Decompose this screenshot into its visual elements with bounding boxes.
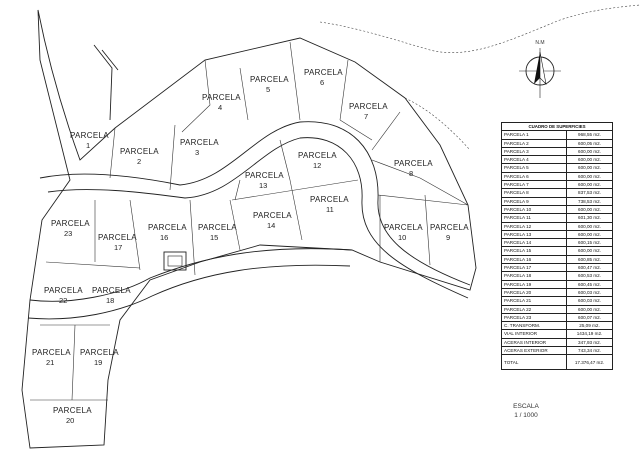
- surface-table-row: [502, 313, 613, 321]
- parcel-20-label: PARCELA: [53, 406, 92, 415]
- parcel-12-label: PARCELA: [298, 151, 337, 160]
- scale-value: 1 / 1000: [514, 412, 538, 419]
- surface-row-area: 600,05 m2.: [567, 139, 613, 147]
- surface-table-row: [502, 214, 613, 222]
- parcel-16-label: PARCELA: [148, 223, 187, 232]
- surface-table-row: [502, 280, 613, 288]
- total-area: 17.376,47 m2.: [567, 355, 613, 370]
- parcel-23-number: 23: [64, 229, 73, 238]
- surface-row-name: PARCELA 6: [502, 172, 567, 180]
- parcel-14-number: 14: [267, 221, 276, 230]
- surface-table-row: [502, 197, 613, 205]
- parcel-19-number: 19: [94, 358, 103, 367]
- surface-row-area: 600,07 m2.: [567, 313, 613, 321]
- surface-row-area: 600,03 m2.: [567, 288, 613, 296]
- parcel-17-number: 17: [114, 243, 123, 252]
- surface-table-title: CUADRO DE SUPERFICIES: [502, 123, 613, 131]
- parcel-15-number: 15: [210, 233, 219, 242]
- surface-row-name: PARCELA 7: [502, 181, 567, 189]
- surface-row-name: ACERAS INTERIOR: [502, 338, 567, 346]
- terrain-contour: [320, 5, 640, 53]
- surface-row-name: PARCELA 21: [502, 297, 567, 305]
- surface-table-row: [502, 172, 613, 180]
- surface-row-name: PARCELA 9: [502, 197, 567, 205]
- parcel-10-number: 10: [398, 233, 407, 242]
- surface-row-area: 600,00 m2.: [567, 156, 613, 164]
- surface-row-area: 600,85 m2.: [567, 255, 613, 263]
- parcel-8-number: 8: [409, 169, 414, 178]
- surface-table-row: [502, 131, 613, 139]
- surface-table-row: [502, 247, 613, 255]
- parcel-23-label: PARCELA: [51, 219, 90, 228]
- scale-block: [506, 402, 546, 420]
- surface-row-name: PARCELA 8: [502, 189, 567, 197]
- parcel-4-label: PARCELA: [202, 93, 241, 102]
- parcel-1-number: 1: [86, 141, 91, 150]
- surface-row-area: 743,34 m2.: [567, 347, 613, 355]
- access-path: [94, 45, 118, 120]
- parcel-20-number: 20: [66, 416, 75, 425]
- parcel-9-number: 9: [446, 233, 451, 242]
- parcel-7-label: PARCELA: [349, 102, 388, 111]
- parcel-4-number: 4: [218, 103, 223, 112]
- surface-row-area: 347,93 m2.: [567, 338, 613, 346]
- surface-row-name: PARCELA 22: [502, 305, 567, 313]
- parcel-13-number: 13: [259, 181, 268, 190]
- surface-row-area: 600,00 m2.: [567, 164, 613, 172]
- surface-row-area: 968,55 m2.: [567, 131, 613, 139]
- surface-table-row: [502, 288, 613, 296]
- parcel-12-number: 12: [313, 161, 322, 170]
- north-arrow-icon: [517, 40, 563, 102]
- parcel-5-number: 5: [266, 85, 271, 94]
- surface-row-area: 837,53 m2.: [567, 189, 613, 197]
- parcel-6-label: PARCELA: [304, 68, 343, 77]
- surface-table-row: [502, 264, 613, 272]
- surface-table-row: [502, 338, 613, 346]
- surface-row-name: PARCELA 17: [502, 264, 567, 272]
- surface-row-name: PARCELA 19: [502, 280, 567, 288]
- parcel-2-label: PARCELA: [120, 147, 159, 156]
- surface-row-name: PARCELA 5: [502, 164, 567, 172]
- total-label: TOTAL: [502, 355, 567, 370]
- surface-row-name: PARCELA 18: [502, 272, 567, 280]
- surface-row-area: 600,00 m2.: [567, 147, 613, 155]
- surface-row-area: 600,53 m2.: [567, 272, 613, 280]
- surface-row-area: 600,00 m2.: [567, 172, 613, 180]
- surface-row-area: 600,00 m2.: [567, 222, 613, 230]
- parcel-11-number: 11: [326, 205, 334, 214]
- surface-row-name: PARCELA 12: [502, 222, 567, 230]
- surface-row-name: PARCELA 23: [502, 313, 567, 321]
- parcel-13-label: PARCELA: [245, 171, 284, 180]
- surface-row-name: VIAL INTERIOR: [502, 330, 567, 338]
- parcel-label-group: [32, 68, 469, 425]
- surface-row-area: 600,00 m2.: [567, 230, 613, 238]
- surface-row-area: 25,09 m2.: [567, 322, 613, 330]
- ring-road-outer: [40, 122, 470, 285]
- parcel-21-label: PARCELA: [32, 348, 71, 357]
- surface-row-name: PARCELA 10: [502, 205, 567, 213]
- surface-row-area: 600,00 m2.: [567, 305, 613, 313]
- parcel-3-number: 3: [195, 148, 200, 157]
- surface-row-name: PARCELA 16: [502, 255, 567, 263]
- surface-row-area: 600,15 m2.: [567, 239, 613, 247]
- surface-row-area: 1434,19 m2.: [567, 330, 613, 338]
- surface-table-row: [502, 156, 613, 164]
- surface-row-name: PARCELA 3: [502, 147, 567, 155]
- surface-row-area: 600,00 m2.: [567, 247, 613, 255]
- surface-row-area: 600,03 m2.: [567, 297, 613, 305]
- surface-row-area: 600,45 m2.: [567, 280, 613, 288]
- parcel-15-label: PARCELA: [198, 223, 237, 232]
- surface-table-row: [502, 222, 613, 230]
- surface-row-area: 600,00 m2.: [567, 181, 613, 189]
- surface-row-name: PARCELA 4: [502, 156, 567, 164]
- surface-table-row: [502, 164, 613, 172]
- transformer-box: [164, 252, 186, 270]
- parcel-10-label: PARCELA: [384, 223, 423, 232]
- surface-row-name: PARCELA 13: [502, 230, 567, 238]
- parcel-9-label: PARCELA: [430, 223, 469, 232]
- surface-row-area: 601,30 m2.: [567, 214, 613, 222]
- surface-table-row: [502, 322, 613, 330]
- parcel-21-number: 21: [46, 358, 55, 367]
- parcel-2-number: 2: [137, 157, 142, 166]
- surface-table-total-row: [502, 355, 613, 370]
- surface-table-row: [502, 230, 613, 238]
- surface-row-area: 738,53 m2.: [567, 197, 613, 205]
- parcel-18-number: 18: [106, 296, 115, 305]
- surface-table-row: [502, 305, 613, 313]
- scale-label: ESCALA: [513, 403, 539, 410]
- surface-row-name: PARCELA 20: [502, 288, 567, 296]
- parcel-22-number: 22: [59, 296, 68, 305]
- surface-table-row: [502, 139, 613, 147]
- parcel-18-label: PARCELA: [92, 286, 131, 295]
- parcel-11-label: PARCELA: [310, 195, 349, 204]
- parcel-17-label: PARCELA: [98, 233, 137, 242]
- surface-table-row: [502, 347, 613, 355]
- parcel-14-label: PARCELA: [253, 211, 292, 220]
- parcel-16-number: 16: [160, 233, 169, 242]
- surface-row-area: 600,47 m2.: [567, 264, 613, 272]
- surface-table-row: [502, 205, 613, 213]
- surface-table-row: [502, 147, 613, 155]
- surface-row-name: ACERAS EXTERIOR: [502, 347, 567, 355]
- surface-table: [501, 122, 613, 370]
- surface-row-name: PARCELA 1: [502, 131, 567, 139]
- surface-table-row: [502, 181, 613, 189]
- parcel-1-label: PARCELA: [70, 131, 109, 140]
- surface-row-name: PARCELA 11: [502, 214, 567, 222]
- surface-row-name: C. TRANSFORM.: [502, 322, 567, 330]
- parcel-19-label: PARCELA: [80, 348, 119, 357]
- north-label: N.M: [535, 40, 545, 46]
- parcel-8-label: PARCELA: [394, 159, 433, 168]
- parcel-22-label: PARCELA: [44, 286, 83, 295]
- surface-table-row: [502, 189, 613, 197]
- surface-row-name: PARCELA 2: [502, 139, 567, 147]
- surface-table-row: [502, 330, 613, 338]
- surface-table-row: [502, 272, 613, 280]
- surface-table-row: [502, 239, 613, 247]
- parcel-6-number: 6: [320, 78, 325, 87]
- parcel-3-label: PARCELA: [180, 138, 219, 147]
- surface-row-name: PARCELA 14: [502, 239, 567, 247]
- parcel-7-number: 7: [364, 112, 369, 121]
- parcel-5-label: PARCELA: [250, 75, 289, 84]
- surface-row-area: 600,00 m2.: [567, 205, 613, 213]
- surface-table-row: [502, 297, 613, 305]
- surface-table-row: [502, 255, 613, 263]
- surface-row-name: PARCELA 15: [502, 247, 567, 255]
